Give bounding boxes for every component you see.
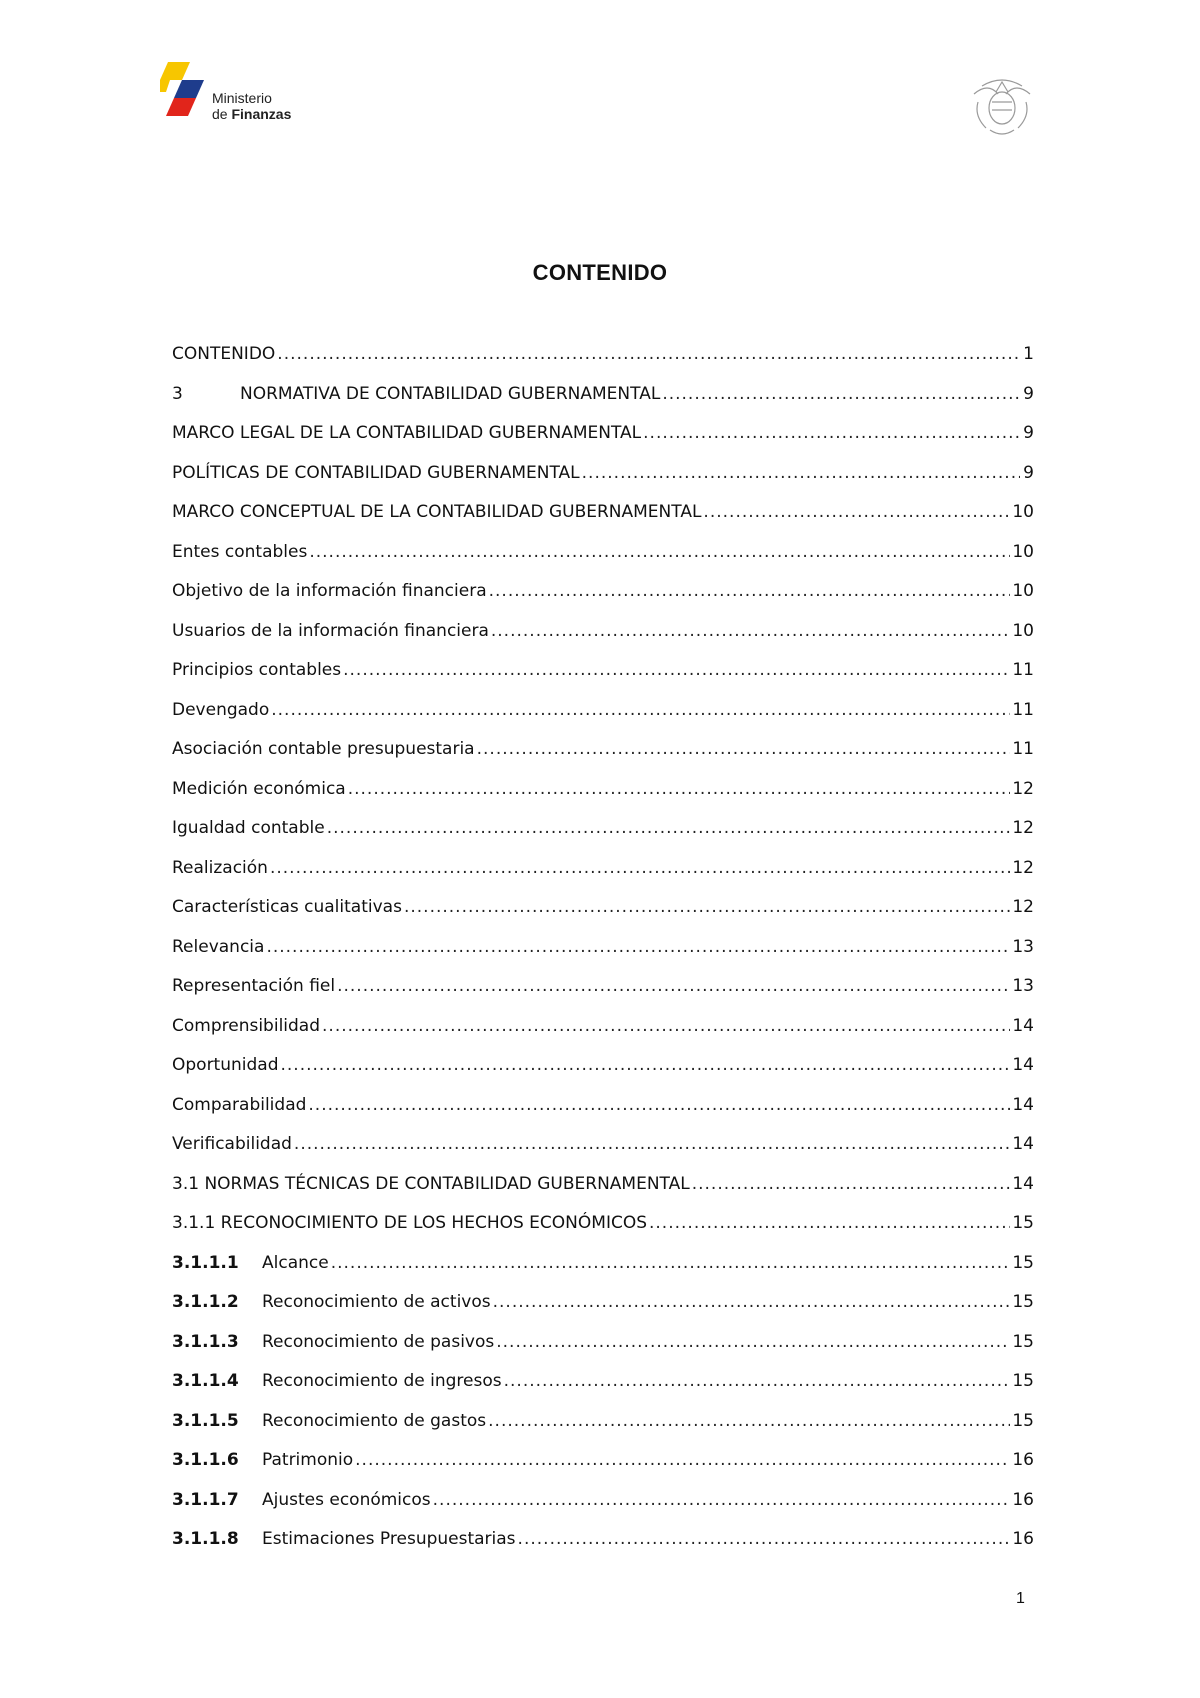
toc-dot-leader: [643, 423, 1020, 443]
toc-entry-number: 3.1.1.5: [172, 1410, 239, 1431]
toc-entry[interactable]: [172, 1490, 1034, 1530]
toc-entry-label: CONTENIDO: [172, 344, 276, 364]
toc-dot-leader: [493, 1292, 1011, 1312]
toc-dot-leader: [489, 581, 1011, 601]
toc-entry-label: Ajustes económicos: [262, 1489, 431, 1510]
logo-line-2: de Finanzas: [212, 106, 292, 122]
toc-dot-leader: [343, 660, 1010, 680]
toc-entry[interactable]: [172, 621, 1034, 661]
toc-entry-label: Principios contables: [172, 660, 342, 680]
toc-entry-label: Comparabilidad: [172, 1094, 307, 1115]
toc-dot-leader: [496, 1332, 1010, 1352]
coat-of-arms-seal-icon: [968, 72, 1036, 140]
table-of-contents: [172, 344, 1034, 1569]
toc-entry-label: Representación fiel: [172, 976, 336, 996]
toc-dot-leader: [308, 1095, 1010, 1115]
toc-entry[interactable]: [172, 581, 1034, 621]
logo-mark-icon: [160, 62, 208, 128]
toc-dot-leader: [266, 937, 1010, 957]
toc-entry-page: 15: [1012, 1410, 1034, 1431]
toc-entry[interactable]: [172, 1095, 1034, 1135]
toc-entry-number: 3.1.1.8: [172, 1529, 239, 1549]
toc-dot-leader: [355, 1450, 1010, 1470]
toc-dot-leader: [582, 463, 1020, 483]
toc-entry-label: Oportunidad: [172, 1055, 279, 1075]
toc-dot-leader: [477, 739, 1011, 759]
toc-entry-label: POLÍTICAS DE CONTABILIDAD GUBERNAMENTAL: [172, 462, 580, 483]
toc-entry-label: 3.1.1 RECONOCIMIENTO DE LOS HECHOS ECONÓMICOS: [172, 1213, 647, 1233]
toc-entry-page: 9: [1023, 462, 1034, 483]
toc-entry[interactable]: [172, 384, 1034, 424]
toc-entry-page: 15: [1012, 1252, 1034, 1273]
toc-entry-label: Reconocimiento de activos: [262, 1292, 491, 1312]
toc-dot-leader: [277, 344, 1020, 364]
toc-entry-label: 3.1 NORMAS TÉCNICAS DE CONTABILIDAD GUBERNAMENTAL: [172, 1173, 690, 1194]
toc-entry[interactable]: [172, 700, 1034, 740]
toc-dot-leader: [703, 502, 1010, 522]
toc-entry-number: 3.1.1.3: [172, 1331, 239, 1352]
toc-entry-page: 12: [1012, 897, 1034, 917]
toc-entry-label: Igualdad contable: [172, 818, 325, 838]
toc-entry[interactable]: [172, 502, 1034, 542]
toc-entry[interactable]: [172, 1371, 1034, 1411]
toc-dot-leader: [433, 1490, 1011, 1510]
toc-entry[interactable]: [172, 1134, 1034, 1174]
toc-entry-page: 12: [1012, 818, 1034, 838]
toc-entry-label: Entes contables: [172, 541, 308, 562]
toc-entry-page: 10: [1012, 502, 1034, 522]
toc-entry-label: NORMATIVA DE CONTABILIDAD GUBERNAMENTAL: [240, 383, 661, 404]
toc-entry-page: 1: [1023, 344, 1034, 364]
toc-entry-label: Reconocimiento de gastos: [262, 1410, 487, 1431]
toc-entry-page: 16: [1012, 1529, 1034, 1549]
toc-entry[interactable]: [172, 739, 1034, 779]
toc-dot-leader: [322, 1016, 1010, 1036]
toc-entry[interactable]: [172, 344, 1034, 384]
toc-dot-leader: [504, 1371, 1011, 1391]
toc-entry-label: Comprensibilidad: [172, 1015, 321, 1036]
toc-entry[interactable]: [172, 779, 1034, 819]
toc-entry-label: Alcance: [262, 1252, 329, 1273]
toc-entry-number: 3: [172, 383, 183, 404]
toc-entry-page: 13: [1012, 976, 1034, 996]
toc-entry-label: Reconocimiento de pasivos: [262, 1331, 495, 1352]
toc-entry-label: Reconocimiento de ingresos: [262, 1371, 502, 1391]
ministerio-finanzas-logo: [160, 62, 320, 132]
toc-entry-number: 3.1.1.7: [172, 1489, 239, 1510]
toc-entry[interactable]: [172, 1292, 1034, 1332]
toc-entry-label: Características cualitativas: [172, 897, 402, 917]
toc-entry[interactable]: [172, 858, 1034, 898]
toc-entry[interactable]: [172, 1253, 1034, 1293]
toc-entry-page: 10: [1012, 620, 1034, 641]
page-number: 1: [1016, 1590, 1025, 1607]
toc-entry-label: Asociación contable presupuestaria: [172, 739, 475, 759]
toc-entry[interactable]: [172, 660, 1034, 700]
toc-entry-page: 15: [1012, 1371, 1034, 1391]
toc-dot-leader: [404, 897, 1010, 917]
toc-dot-leader: [348, 779, 1011, 799]
toc-entry-page: 13: [1012, 936, 1034, 957]
toc-entry-page: 14: [1012, 1134, 1034, 1154]
toc-entry-page: 10: [1012, 581, 1034, 601]
toc-dot-leader: [488, 1411, 1010, 1431]
toc-entry-page: 16: [1012, 1489, 1034, 1510]
toc-entry-page: 12: [1012, 857, 1034, 878]
toc-dot-leader: [649, 1213, 1010, 1233]
toc-dot-leader: [270, 858, 1010, 878]
toc-entry-page: 14: [1012, 1094, 1034, 1115]
toc-entry-label: Estimaciones Presupuestarias: [262, 1529, 516, 1549]
toc-entry-page: 11: [1012, 699, 1034, 720]
toc-entry-number: 3.1.1.4: [172, 1371, 239, 1391]
toc-entry[interactable]: [172, 897, 1034, 937]
toc-entry-label: MARCO CONCEPTUAL DE LA CONTABILIDAD GUBERNAMENTAL: [172, 502, 702, 522]
toc-dot-leader: [331, 1253, 1011, 1273]
toc-entry-page: 10: [1012, 541, 1034, 562]
toc-dot-leader: [518, 1529, 1011, 1549]
toc-entry[interactable]: [172, 1213, 1034, 1253]
toc-entry-page: 14: [1012, 1173, 1034, 1194]
toc-entry-label: Realización: [172, 857, 268, 878]
toc-dot-leader: [294, 1134, 1010, 1154]
logo-text: [212, 90, 291, 122]
toc-entry-page: 15: [1012, 1292, 1034, 1312]
toc-entry-number: 3.1.1.2: [172, 1292, 239, 1312]
toc-entry-page: 11: [1012, 660, 1034, 680]
toc-entry-page: 12: [1012, 778, 1034, 799]
toc-dot-leader: [662, 384, 1020, 404]
toc-entry-label: Medición económica: [172, 778, 346, 799]
logo-line-1: Ministerio: [212, 90, 272, 106]
toc-entry-page: 11: [1012, 739, 1034, 759]
toc-entry[interactable]: [172, 976, 1034, 1016]
toc-dot-leader: [281, 1055, 1011, 1075]
toc-entry-number: 3.1.1.1: [172, 1252, 239, 1273]
toc-entry-page: 14: [1012, 1055, 1034, 1075]
toc-entry-page: 9: [1023, 383, 1034, 404]
toc-entry-page: 15: [1012, 1331, 1034, 1352]
toc-dot-leader: [271, 700, 1010, 720]
toc-entry-label: Verificabilidad: [172, 1134, 292, 1154]
toc-entry[interactable]: [172, 818, 1034, 858]
toc-entry[interactable]: [172, 1332, 1034, 1372]
toc-entry[interactable]: [172, 1450, 1034, 1490]
toc-entry[interactable]: [172, 1529, 1034, 1569]
toc-entry-label: MARCO LEGAL DE LA CONTABILIDAD GUBERNAMENTAL: [172, 423, 642, 443]
toc-entry[interactable]: [172, 1174, 1034, 1214]
toc-entry-label: Patrimonio: [262, 1450, 354, 1470]
toc-dot-leader: [327, 818, 1011, 838]
toc-entry-label: Relevancia: [172, 936, 265, 957]
toc-entry[interactable]: [172, 1055, 1034, 1095]
toc-entry-label: Objetivo de la información financiera: [172, 581, 487, 601]
toc-entry[interactable]: [172, 1016, 1034, 1056]
toc-dot-leader: [337, 976, 1010, 996]
toc-entry[interactable]: [172, 423, 1034, 463]
toc-dot-leader: [309, 542, 1010, 562]
toc-entry-number: 3.1.1.6: [172, 1450, 239, 1470]
toc-entry[interactable]: [172, 463, 1034, 503]
toc-entry-page: 14: [1012, 1015, 1034, 1036]
toc-entry-page: 16: [1012, 1450, 1034, 1470]
toc-entry-label: Devengado: [172, 699, 270, 720]
page-title: CONTENIDO: [532, 260, 668, 285]
toc-entry[interactable]: [172, 1411, 1034, 1451]
toc-entry-label: Usuarios de la información financiera: [172, 620, 489, 641]
toc-dot-leader: [491, 621, 1010, 641]
toc-dot-leader: [692, 1174, 1011, 1194]
toc-entry[interactable]: [172, 937, 1034, 977]
toc-entry-page: 9: [1023, 423, 1034, 443]
toc-entry-page: 15: [1012, 1213, 1034, 1233]
toc-entry[interactable]: [172, 542, 1034, 582]
